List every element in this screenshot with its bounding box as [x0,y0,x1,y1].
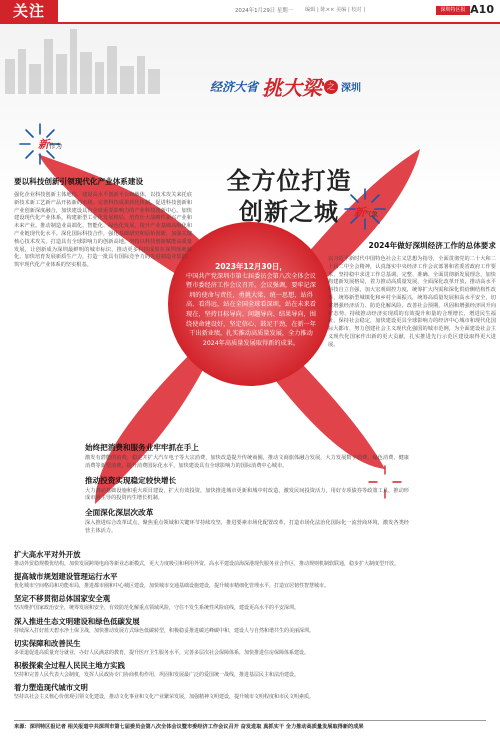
editor-credits: 编辑 | 陈×× 美编 | 校对 | [305,7,366,13]
source-note: 来源：深圳特区报记者 相关报道中共深圳市第七届委员会第八次全体会议暨市委经济工作会议召开 奋发进取 真抓实干 全力推动高质量发展取得新的成果 [14,724,364,730]
series-banner [210,72,361,101]
label-new-action-word: 作为 [49,142,62,150]
bottom-body-security: 坚决维护国家政治安全，统筹发展和安全，有效防范化解重点领域风险，守住不发生系统性风险底线，建设更高水平的平安深圳。 [14,605,300,612]
page-title-line-1: 全方位打造 [226,167,352,195]
meeting-summary [185,262,317,348]
label-new-action-char: 新 [38,138,49,151]
bottom-heading-security: 坚定不移贯彻总体国家安全观 [14,594,111,604]
bottom-body-opening: 推动外贸稳规模优结构，加快发展跨境电商等新业态新模式，更大力度吸引和利用外资，高水平建设前海深港现代服务业合作区，推动规则机制软联通，稳步扩大制度型开放。 [14,561,400,567]
banner-right-text: 深圳 [341,83,362,94]
bottom-heading-democracy: 积极探索全过程人民民主地方实践 [14,661,125,671]
mid-heading-consumption: 始终把消费和服务业牢牢抓在手上 [85,443,199,452]
left-column-body: 强化企业科技创新主体地位，建设高水平创新平台和载体，以技术攻关来托底新技术新工艺新产品开拓新的市场。完善科技成果转化机制，促进科技创新和产业创新深度融合，加快建设具有全球重要影响力的产业科技创新中心。加快建设现代化产业体系，构建新型工业化发展格局，培育壮大战略性新兴产业和未来产业。推动制造业高端化、智能化、绿色化发展，提升产业基础高级化和产业链现代化水平。深化国际科技合作，强化基础研究和原始创新，加强关键核心技术攻关，打造具有全球影响力的创新高地。坚持以科技创新赋能高质量发展，让创新成为深圳最鲜明的城市标识，推动更多科技成果在深圳落地转化。加快培育发展新质生产力，打造一批具有国际竞争力的先进制造业集群，筑牢现代化产业体系的坚实根基。 [14,192,192,269]
label-new-action [38,136,62,152]
article-left-column [14,176,192,270]
section-tag: 关注 [0,0,58,22]
newspaper-badge: 深圳特区报 [436,6,470,15]
label-new-atmosphere [354,204,378,220]
footer-rule [14,720,486,721]
right-column-heading: 2024年做好深圳经济工作的总体要求 [368,241,496,250]
page-title-line-2: 创新之城 [239,198,339,226]
label-new-atmosphere-char: 新 [354,206,365,219]
article-mid-section [85,442,409,540]
bottom-body-livelihood: 多渠道促进高质量充分就业，办好人民满意的教育，提升医疗卫生服务水平，完善多层次社会保障体系，加快推进住房保障体系建设。 [14,649,310,656]
bottom-heading-livelihood: 切实保障和改善民生 [14,638,81,648]
bottom-heading-urban-planning: 提高城市规划建设管理运行水平 [14,572,118,582]
bottom-heading-ecology: 深入推进生态文明建设和绿色低碳发展 [14,616,140,626]
bottom-heading-opening: 扩大高水平对外开放 [14,550,81,559]
right-column-body: 以习近平新时代中国特色社会主义思想为指导，全面贯彻党的二十大和二十届二中全会精神，认真落实中央经济工作会议部署和省委省政府工作要求，坚持稳中求进工作总基调，完整、准确、全面贯彻新发展理念，加快构建新发展格局，着力推动高质量发展，全面深化改革开放，推动高水平科技自立自强，加大宏观调控力度，统筹扩大内需和深化供给侧结构性改革，统筹新型城镇化和乡村全面振兴，统筹高质量发展和高水平安全，切实增强经济活力、防范化解风险、改善社会预期，巩固和增强经济回升向好态势，持续推动经济实现质的有效提升和量的合理增长，增进民生福祉，保持社会稳定，加快建设更具全球影响力的经济中心城市和现代化国际大都市，努力创建社会主义现代化强国的城市范例，为全面建设社会主义现代化国家作出新的更大贡献，扎实推进先行示范区建设取得更大进展。 [328,256,496,348]
page-number: A10 [470,3,494,16]
mid-body-consumption: 激发有潜能的消费，稳定并扩大汽车电子等大宗消费，加快改造提升传统商圈，推动文商旅体融合发展，大力发展数字消费、绿色消费、健康消费等新型消费，提升消费国际化水平，加快建设具有全球影响力的国际消费中心城市。 [85,455,409,469]
banner-zhi-mark: 之 [324,80,338,94]
banner-big-text: 挑大梁 [262,76,323,100]
bottom-heading-civilization: 着力塑造现代城市文明 [14,683,88,693]
mid-body-investment: 大力推动基础设施和重大项目建设，扩大有效投资，加快推进城市更新和城中村改造，激发民间投资活力，用好专项债券等政策工具，推动形成市场主导的投资内生增长机制。 [85,487,409,502]
mid-heading-reform: 全面深化深层次改革 [85,508,154,518]
meeting-summary-text: 中国共产党深圳市第七届委员会第八次全体会议暨市委经济工作会议召开。会议强调，要牢记深圳的使命与责任，勇挑大梁，统一思想，站得高、看得远，站在全国全球看深圳，站在未来看现在，坚持目标导向、问题导向、结果导向，围绕使命建设好，坚定信心、鼓足干劲，在新一年干出新业绩，扎实推动高质量发展，全力推动2024年高质量发展取得新的成果。 [186,272,316,347]
article-bottom-section [14,546,486,701]
left-column-heading: 要以科技创新引领现代化产业体系建设 [14,177,144,186]
mid-body-reform: 深入推进综合改革试点，聚焦重点领域和关键环节持续攻坚，推进要素市场化配置改革，打造市场化法治化国际化一流营商环境，激发各类经营主体活力。 [85,520,409,534]
article-right-column [328,240,496,350]
meeting-date: 2023年12月30日， [215,262,287,271]
label-new-atmosphere-word: 气象 [365,210,378,218]
banner-left-text: 经济大省 [210,80,259,94]
bottom-body-urban-planning: 优化城市空间格局和功能布局，推进都市圈和中心城区建设，加快城市交通基础设施建设，提升城市精细化管理水平，打造宜居韧性智慧城市。 [14,583,330,590]
bottom-body-democracy: 坚持和完善人民代表大会制度，发挥人民政协专门协商机构作用，巩固和发展最广泛的爱国统一战线，推进基层民主和法治建设。 [14,672,300,679]
mid-heading-investment: 推动投资实现稳定较快增长 [85,475,177,485]
issue-date: 2024年1月29日 星期一 [235,8,294,14]
page-header [0,0,500,22]
bottom-body-ecology: 持续深入打好蓝天碧水净土保卫战，加快推动发展方式绿色低碳转型，积极稳妥推进碳达峰碳中和，建设人与自然和谐共生的美丽深圳。 [14,627,315,634]
page-title [214,166,364,228]
bottom-body-civilization: 坚持以社会主义核心价值观引领文化建设，推动文化事业和文化产业繁荣发展，加强精神文明建设，提升城市文明程度和市民文明素质。 [14,694,315,701]
